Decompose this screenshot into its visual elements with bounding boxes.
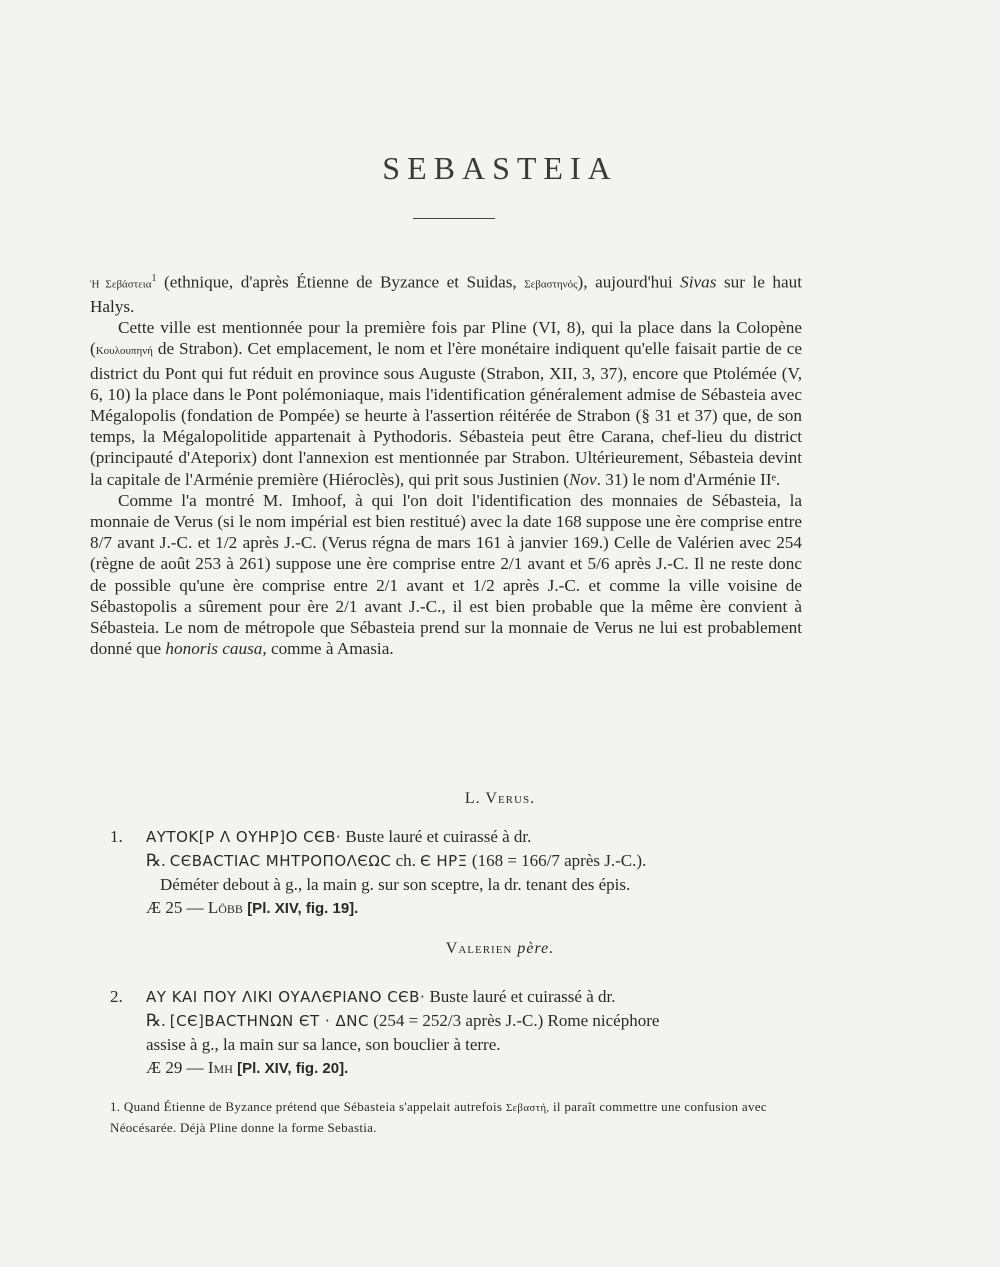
text: ), aujourd'hui bbox=[577, 272, 681, 292]
text: . 31) le nom d'Arménie IIᵉ. bbox=[596, 469, 781, 489]
section-heading-valerien bbox=[0, 940, 1000, 958]
footnote bbox=[110, 1097, 810, 1138]
text: comme à Amasia. bbox=[266, 639, 394, 659]
text: il paraît commettre une confusion avec Néocésarée. Déjà Pline donne la forme Sebastia. bbox=[110, 1099, 767, 1135]
text: (254 = 252/3 après J.-C.) Rome nicéphore bbox=[368, 1011, 660, 1030]
coin-legend: ΑΥΤΟΚ[Ρ Λ ΟΥΗΡ]Ο CЄΒ· bbox=[146, 828, 342, 846]
greek-text: Ἡ Σεβάστεια bbox=[90, 278, 152, 291]
coin-metal bbox=[110, 896, 810, 920]
coin-legend: [CЄ]ΒΑCΤΗΝΩΝ ЄΤ · ΔΝC bbox=[169, 1012, 369, 1030]
greek-text: Σεβαστηνός bbox=[524, 278, 578, 291]
coin-legend: ΑΥ ΚΑΙ ΠΟΥ ΛΙΚΙ ΟΥΑΛЄΡΙΑΝΟ CЄΒ· bbox=[146, 988, 426, 1006]
coin-description: Buste lauré et cuirassé à dr. bbox=[341, 827, 532, 846]
collection: Imh bbox=[207, 1058, 233, 1077]
metal-size: Æ 29 — bbox=[146, 1058, 208, 1077]
section-heading-text: Valerien bbox=[445, 940, 513, 957]
coin-metal bbox=[110, 1056, 810, 1080]
italic-text: Nov bbox=[568, 469, 597, 489]
reverse-mark: ℞. bbox=[146, 1011, 166, 1030]
section-heading-verus: L. Verus. bbox=[464, 790, 536, 807]
plate-ref: [Pl. XIV, fig. 20]. bbox=[237, 1060, 349, 1077]
paragraph-3 bbox=[90, 490, 802, 660]
paragraph-1 bbox=[90, 268, 802, 317]
text: Cette ville est mentionnée pour la première fois par Pline (VI, 8), qui la place dans la Colopène ( bbox=[90, 318, 802, 359]
text: (ethnique, d'après Étienne de Byzance et Suidas, bbox=[156, 272, 525, 292]
text: Comme l'a montré M. Imhoof, à qui l'on doit l'identification des monnaies de Sébasteia, la monnaie de Verus (si le nom impérial est bien restitué) avec la date 168 suppose une ère comprise entre 8/7 avant J.-C. et 1/2 après J.-C. (Verus régna de mars 161 à janvier 169.) Celle de Valérien avec 254 (règne de août 253 à 261) suppose une ère comprise entre 2/1 avant et 5/6 après J.-C. Il ne reste donc de possible qu'une ère comprise entre 2/1 avant et 1/2 après J.-C. et comme la ville voisine de Sébastopolis a sûrement pour ère 2/1 avant J.-C., il est bien probable que la même ère convient à Sébasteia. Le nom de métropole que Sébasteia prend sur la monnaie de Verus ne lui est probablement donné que bbox=[90, 490, 802, 659]
coin-number: 2. bbox=[110, 987, 123, 1006]
coin-description: Buste lauré et cuirassé à dr. bbox=[425, 987, 616, 1006]
paragraph-2 bbox=[90, 317, 802, 490]
coin-reverse-description: Déméter debout à g., la main g. sur son sceptre, la dr. tenant des épis. bbox=[160, 875, 631, 894]
coin-reverse bbox=[110, 1009, 810, 1033]
text: ch. bbox=[391, 851, 421, 870]
coin-obverse bbox=[110, 825, 810, 849]
footnote-ref: 1 bbox=[151, 273, 157, 284]
body-text bbox=[90, 268, 802, 659]
italic-text: honoris causa, bbox=[165, 639, 267, 659]
title-rule bbox=[413, 218, 495, 219]
italic-text: Sivas bbox=[680, 272, 717, 292]
text: 1. Quand Étienne de Byzance prétend que Sébasteia s'appelait autrefois bbox=[110, 1099, 506, 1114]
coin-reverse bbox=[110, 849, 810, 873]
greek-text: Κουλουπηνή bbox=[95, 345, 153, 358]
reverse-mark: ℞. bbox=[146, 851, 166, 870]
section-heading-italic: père. bbox=[517, 940, 555, 957]
coin-date: Є ΗΡΞ bbox=[420, 852, 468, 870]
coin-entry-2 bbox=[110, 985, 810, 1080]
plate-ref: [Pl. XIV, fig. 19]. bbox=[247, 900, 359, 917]
metal-size: Æ 25 — bbox=[146, 898, 208, 917]
coin-entry-1 bbox=[110, 825, 810, 920]
collection: Löbb bbox=[207, 898, 243, 917]
coin-legend: CЄΒΑCΤΙΑC ΜΗΤΡΟΠΟΛЄΩC bbox=[169, 852, 392, 870]
coin-reverse-description: assise à g., la main sur sa lance, son bouclier à terre. bbox=[146, 1035, 501, 1054]
page-title: SEBASTEIA bbox=[382, 150, 618, 186]
coin-obverse bbox=[110, 985, 810, 1009]
text: de Strabon). Cet emplacement, le nom et l'ère monétaire indiquent qu'elle faisait partie de ce district du Pont qui fut réduit en province sous Auguste (Strabon, XII, 3, 37), encore que Ptolémée (V, 6, 10) la place dans le Pont polémoniaque, mais l'identification généralement admise de Sébasteia avec Mégalopolis (fondation de Pompée) se heurte à l'assertion réitérée de Strabon (§ 31 et 37) que, de son temps, la Mégalopolitide appartenait à Pythodoris. Sébasteia peut être Carana, chef-lieu du district (principauté d'Ateporix) dont l'annexion est mentionnée par Strabon. Ultérieurement, Sébasteia devint la capitale de l'Arménie première (Hiéroclès), qui prit sous Justinien ( bbox=[90, 339, 802, 489]
coin-number: 1. bbox=[110, 827, 123, 846]
greek-text: Σεβαστή, bbox=[505, 1102, 550, 1114]
text: (168 = 166/7 après J.-C.). bbox=[467, 851, 647, 870]
text: sur le haut Halys. bbox=[90, 272, 802, 316]
